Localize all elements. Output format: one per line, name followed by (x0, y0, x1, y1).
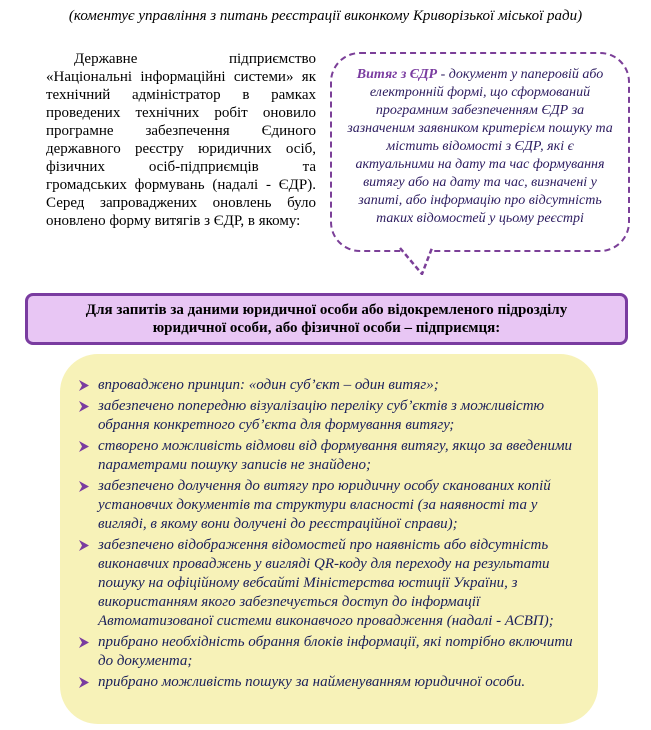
arrow-bullet-icon (78, 480, 90, 493)
list-item (78, 437, 580, 475)
list-item (78, 536, 580, 631)
list-item-text: забезпечено відображення відомостей про наявність або відсутність виконавчих проваджень у вигляді QR-коду для переходу на результати пошуку на офіційному вебсайті Міністерства юстиції України, з використанням якого забезпечується доступ до інформації Автоматизованої системи виконавчого провадження (надалі - АСВП); (98, 537, 554, 629)
section-banner (25, 293, 628, 345)
list-item-text: створено можливість відмови від формування витягу, якщо за введеними параметрами пошуку записів не знайдено; (98, 438, 573, 473)
callout-tail-icon (398, 247, 434, 275)
arrow-bullet-icon (78, 440, 90, 453)
list-item (78, 477, 580, 534)
list-item-text: впроваджено принцип: «один суб’єкт – один витяг»; (98, 377, 439, 393)
callout-definition: - документ у паперовій або електронній формі, що сформований програмним забезпеченням ЄДР за зазначеним заявником критерієм пошуку та містить відомості з ЄДР, які є актуальними на дату та час формування витягу або на дату та час, визначені у запиті, або інформацію про відсутність таких відомостей у цьому реєстрі (347, 67, 613, 226)
list-item-text: забезпечено попередню візуалізацію переліку суб’єктів з можливістю обрання конкретного суб’єкта для формування витягу; (98, 398, 545, 433)
changes-list (78, 376, 580, 692)
list-item (78, 397, 580, 435)
arrow-bullet-icon (78, 539, 90, 552)
list-item-text: забезпечено долучення до витягу про юридичну особу сканованих копій установчих документів та структури власності (за наявності та у вигляді, в якому вони долучені до реєстраційної справи); (98, 478, 551, 532)
banner-text: Для запитів за даними юридичної особи або відокремленого підрозділу юридичної особи, або фізичної особи – підприємця: (85, 302, 568, 336)
list-item (78, 673, 580, 692)
definition-callout (330, 52, 630, 252)
list-item-text: прибрано можливість пошуку за найменуванням юридичної особи. (98, 674, 526, 690)
arrow-bullet-icon (78, 636, 90, 649)
header-note: (коментує управління з питань реєстрації виконкому Криворізької міської ради) (68, 8, 583, 24)
changes-list-box (60, 354, 598, 724)
list-item (78, 376, 580, 395)
list-item (78, 633, 580, 671)
arrow-bullet-icon (78, 379, 90, 392)
arrow-bullet-icon (78, 400, 90, 413)
callout-term: Витяг з ЄДР (356, 67, 438, 82)
arrow-bullet-icon (78, 676, 90, 689)
list-item-text: прибрано необхідність обрання блоків інформації, які потрібно включити до документа; (98, 634, 573, 669)
intro-paragraph: Державне підприємство «Національні інформаційні системи» як технічний адміністратор в рамках проведених технічних робіт оновило програмне забезпечення Єдиного державного реєстру юридичних осіб, фізичних осіб-підприємців та громадських формувань (надалі - ЄДР). Серед запроваджених оновлень було оновлено форму витягів з ЄДР, в якому: (46, 51, 316, 229)
